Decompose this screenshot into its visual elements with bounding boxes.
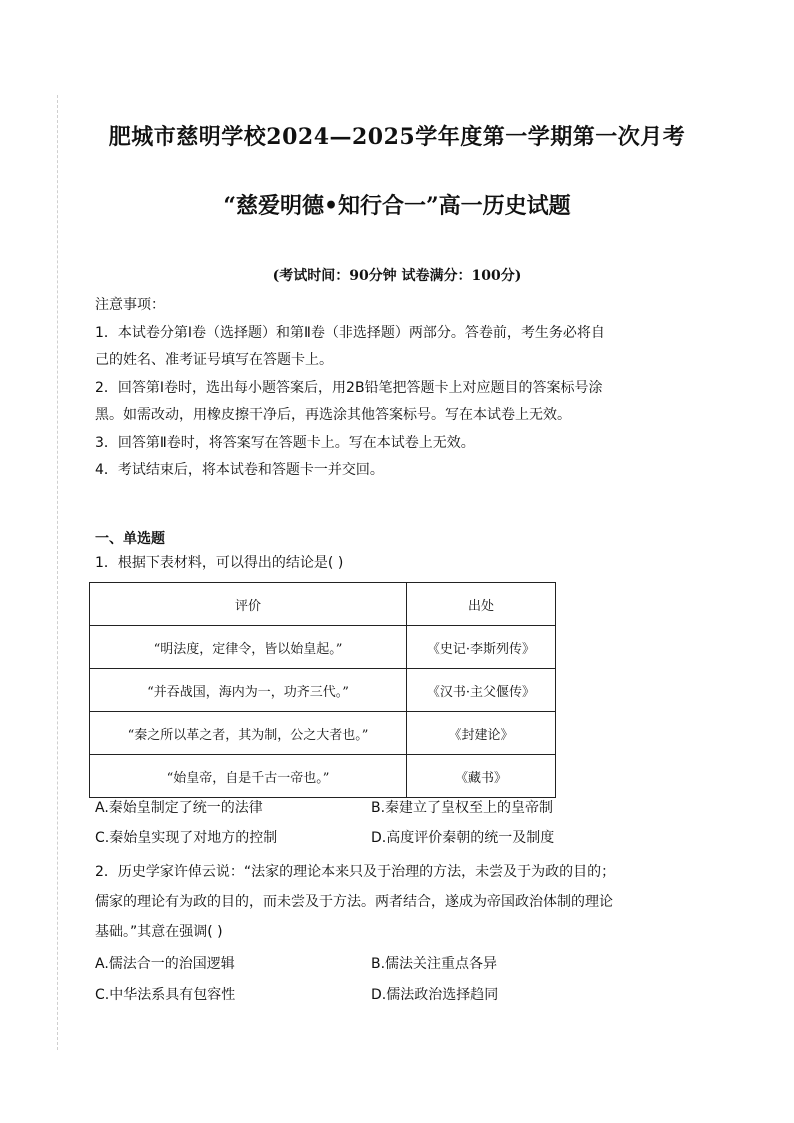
question-2-line: 基础。”其意在强调( ) — [95, 924, 223, 940]
table-cell: “始皇帝，自是千古一帝也。” — [90, 755, 407, 798]
notes-heading: 注意事项： — [95, 297, 165, 313]
option-b: B.秦建立了皇权至上的皇帝制 — [371, 800, 554, 816]
table-header-row — [90, 583, 556, 626]
notes-line: 1．本试卷分第Ⅰ卷（选择题）和第Ⅱ卷（非选择题）两部分。答卷前，考生务必将自 — [95, 324, 605, 341]
table-cell: 《汉书·主父偃传》 — [407, 669, 556, 712]
question-2-stem — [95, 857, 705, 947]
option-c: C.秦始皇实现了对地方的控制 — [95, 830, 278, 846]
table-row — [90, 669, 556, 712]
exam-subtitle: “慈爱明德•知行合一”高一历史试题 — [223, 193, 571, 219]
table-row — [90, 626, 556, 669]
table-cell: 《封建论》 — [407, 712, 556, 755]
question-2-line: 儒家的理论有为政的目的，而未尝及于方法。两者结合，遂成为帝国政治体制的理论 — [95, 894, 613, 910]
table-header-cell: 评价 — [90, 583, 407, 626]
option-d: D.高度评价秦朝的统一及制度 — [371, 830, 555, 846]
table-row — [90, 712, 556, 755]
table-cell: 《藏书》 — [407, 755, 556, 798]
option-d: D.儒法政治选择趋同 — [371, 987, 499, 1003]
notes-line: 3．回答第Ⅱ卷时，将答案写在答题卡上。写在本试卷上无效。 — [95, 434, 475, 451]
option-a: A.秦始皇制定了统一的法律 — [95, 800, 263, 816]
question-1-stem: 1．根据下表材料，可以得出的结论是( ) — [95, 555, 344, 571]
option-c: C.中华法系具有包容性 — [95, 987, 236, 1003]
notes-line: 2．回答第Ⅰ卷时，选出每小题答案后，用2B铅笔把答题卡上对应题目的答案标号涂 — [95, 379, 603, 396]
notes-line: 黑。如需改动，用橡皮擦干净后，再选涂其他答案标号。写在本试卷上无效。 — [95, 407, 571, 423]
question-2-line: 2．历史学家许倬云说：“法家的理论本来只及于治理的方法，未尝及于为政的目的； — [95, 864, 616, 880]
table-cell: “并吞战国，海内为一，功齐三代。” — [90, 669, 407, 712]
binding-margin-line — [57, 95, 58, 1050]
table-cell: “明法度，定律令，皆以始皇起。” — [90, 626, 407, 669]
notes-line: 己的姓名、准考证号填写在答题卡上。 — [95, 352, 333, 368]
table-cell: “秦之所以革之者，其为制，公之大者也。” — [90, 712, 407, 755]
option-a: A.儒法合一的治国逻辑 — [95, 956, 235, 972]
exam-title: 肥城市慈明学校2024—2025学年度第一学期第一次月考 — [108, 124, 686, 150]
question-1-table — [89, 582, 556, 798]
option-b: B.儒法关注重点各异 — [371, 956, 498, 972]
table-cell: 《史记·李斯列传》 — [407, 626, 556, 669]
table-row — [90, 755, 556, 798]
notes-line: 4．考试结束后，将本试卷和答题卡一并交回。 — [95, 462, 384, 478]
section-title: 一、单选题 — [95, 531, 165, 547]
exam-time-score: (考试时间：90分钟 试卷满分：100分) — [272, 268, 522, 284]
notes-block — [95, 292, 695, 485]
table-header-cell: 出处 — [407, 583, 556, 626]
